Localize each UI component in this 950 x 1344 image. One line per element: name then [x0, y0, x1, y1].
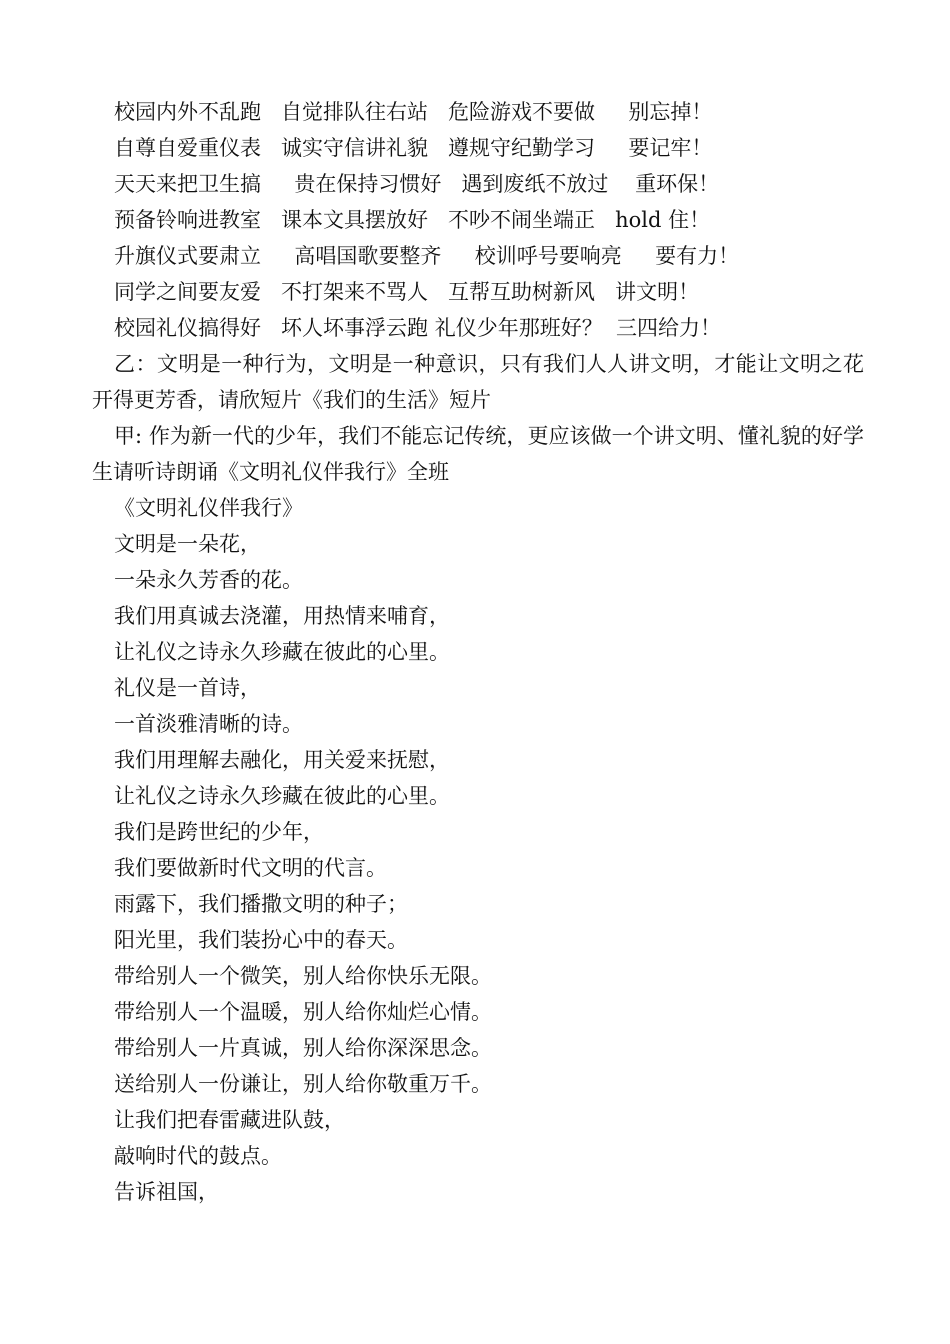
rhyme-line: 校园内外不乱跑 自觉排队往右站 危险游戏不要做 别忘掉！: [114, 100, 713, 124]
poem-line: 送给别人一份谦让，别人给你敬重万千。: [114, 1072, 492, 1096]
poem-title: 《文明礼仪伴我行》: [114, 496, 303, 520]
rhyme-line: 校园礼仪搞得好 坏人坏事浮云跑 礼仪少年那班好？ 三四给力！: [114, 316, 722, 340]
rhyme-line: 天天来把卫生搞 贵在保持习惯好 遇到废纸不放过 重环保！: [114, 172, 720, 196]
poem-line: 我们用真诚去浇灌，用热情来哺育，: [114, 604, 450, 628]
rhyme-line: 同学之间要友爱 不打架来不骂人 互帮互助树新风 讲文明！: [114, 280, 700, 304]
poem-line: 我们要做新时代文明的代言。: [114, 856, 387, 880]
poem-line: 阳光里，我们装扮心中的春天。: [114, 928, 408, 952]
poem-line: 文明是一朵花，: [114, 532, 261, 556]
poem-line: 我们是跨世纪的少年，: [114, 820, 324, 844]
poem-line: 告诉祖国，: [114, 1180, 219, 1204]
poem-line: 一首淡雅清晰的诗。: [114, 712, 303, 736]
poem-line: 敲响时代的鼓点。: [114, 1144, 282, 1168]
poem-line: 让我们把春雷藏进队鼓，: [114, 1108, 345, 1132]
poem-line: 让礼仪之诗永久珍藏在彼此的心里。: [114, 784, 450, 808]
poem-line: 带给别人一个微笑，别人给你快乐无限。: [114, 964, 492, 988]
rhyme-line: 自尊自爱重仪表 诚实守信讲礼貌 遵规守纪勤学习 要记牢！: [114, 136, 713, 160]
dialogue-paragraph-jia: 甲: 作为新一代的少年，我们不能忘记传统，更应该做一个讲文明、懂礼貌的好学生请听诗朗诵《文明礼仪伴我行》全班: [92, 424, 864, 484]
poem-line: 我们用理解去融化，用关爱来抚慰，: [114, 748, 450, 772]
poem-line: 一朵永久芳香的花。: [114, 568, 303, 592]
document-body: [92, 94, 864, 1210]
poem-line: 带给别人一片真诚，别人给你深深思念。: [114, 1036, 492, 1060]
poem-line: 带给别人一个温暖，别人给你灿烂心情。: [114, 1000, 492, 1024]
rhyme-line: 预备铃响进教室 课本文具摆放好 不吵不闹坐端正 hold 住！: [114, 208, 711, 232]
poem-line: 雨露下，我们播撒文明的种子；: [114, 892, 408, 916]
rhyme-line: 升旗仪式要肃立 高唱国歌要整齐 校训呼号要响亮 要有力！: [114, 244, 740, 268]
poem-line: 让礼仪之诗永久珍藏在彼此的心里。: [114, 640, 450, 664]
dialogue-paragraph-yi: 乙：文明是一种行为，文明是一种意识，只有我们人人讲文明，才能让文明之花开得更芳香，请欣短片《我们的生活》短片: [92, 352, 864, 412]
poem-line: 礼仪是一首诗，: [114, 676, 261, 700]
